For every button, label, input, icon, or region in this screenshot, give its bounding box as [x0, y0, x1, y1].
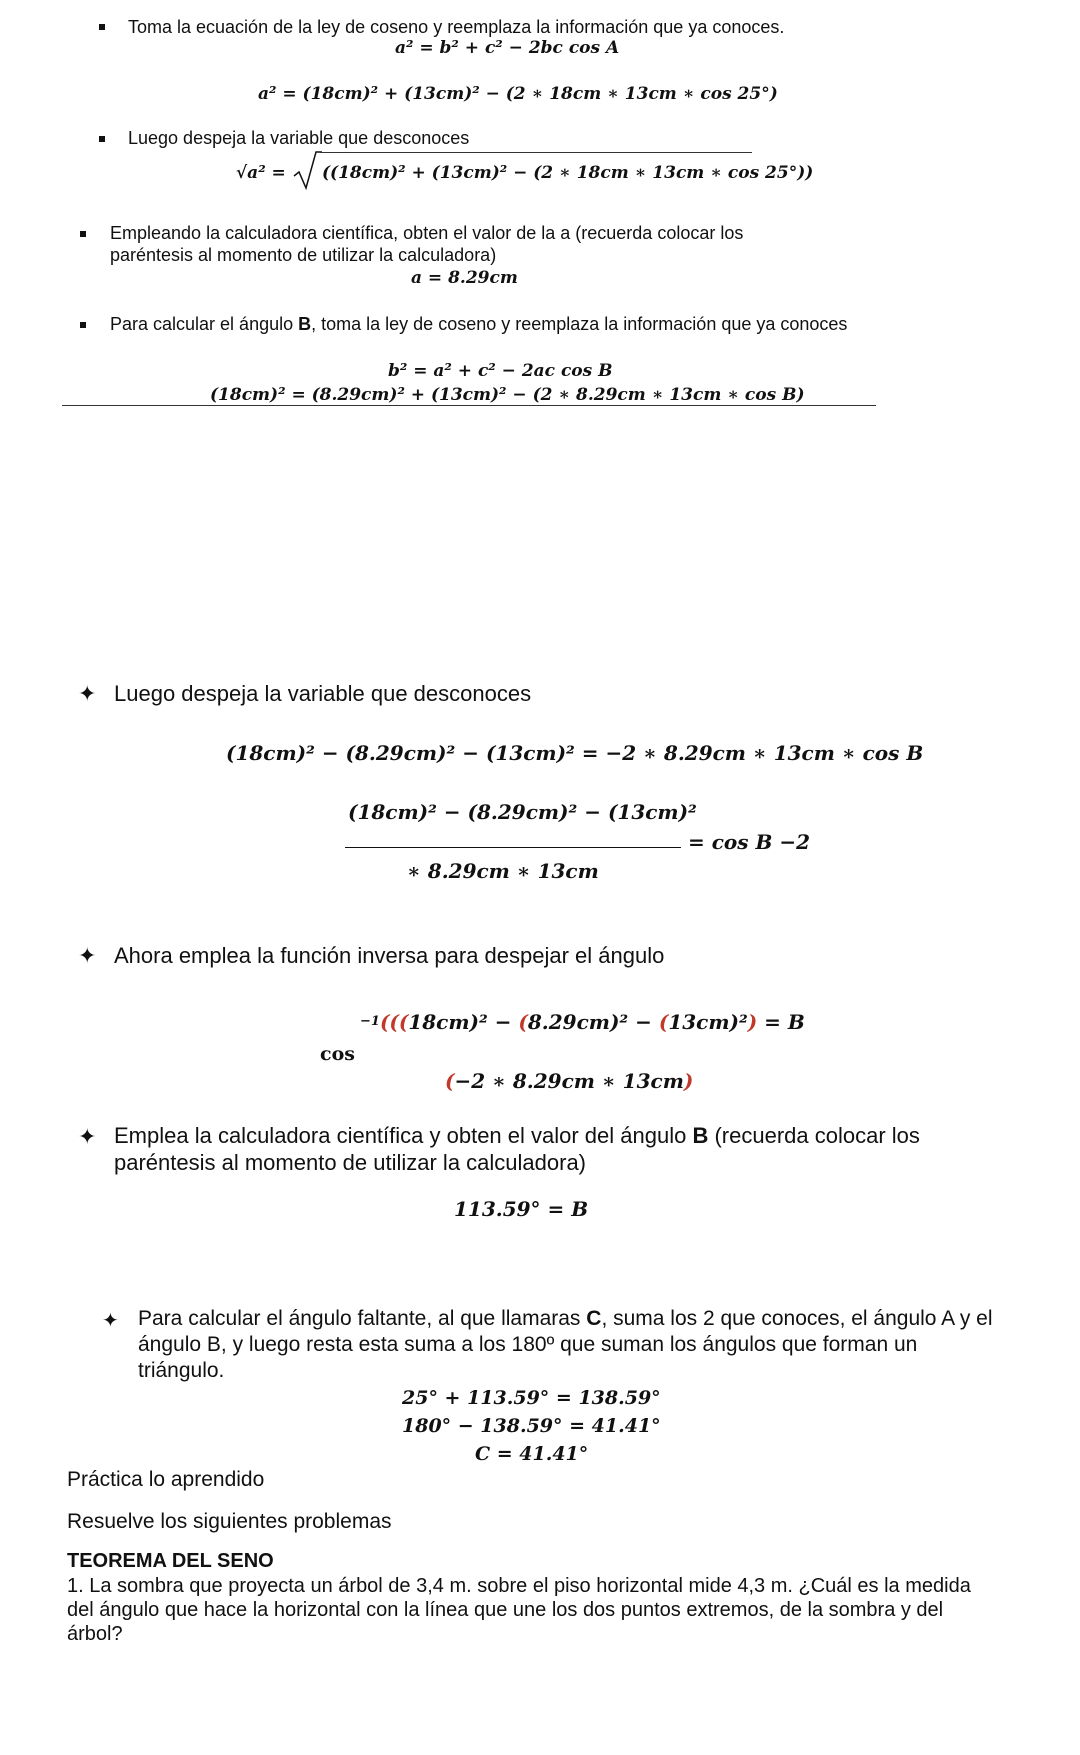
heading: TEOREMA DEL SENO: [67, 1550, 274, 1572]
text-segment: (recuerda colocar los paréntesis al momento de utilizar la calculadora): [114, 1123, 920, 1175]
equation: 113.59° = B: [454, 1197, 589, 1221]
paren-red: ): [683, 1069, 694, 1093]
equation: C = 41.41°: [475, 1443, 589, 1465]
instruction-text: [110, 313, 850, 335]
equation: b² = a² + c² − 2ac cos B: [388, 361, 613, 381]
text-segment: , suma los 2 que conoces, el ángulo A y el ángulo B, y luego resta esta suma a los 180º que suman los ángulos que forman un triángulo.: [138, 1307, 993, 1382]
equation: 180° − 138.59° = 41.41°: [402, 1415, 661, 1437]
equation: a = 8.29cm: [411, 268, 518, 288]
cos-label: cos: [320, 1043, 355, 1065]
text-segment: Para calcular el ángulo: [110, 314, 299, 334]
angle-label: B: [298, 314, 312, 334]
bullet-square: [80, 231, 86, 237]
term: 13cm)²: [668, 1010, 748, 1034]
equation: (18cm)² − (8.29cm)² − (13cm)² = −2 ∗ 8.29cm ∗ 13cm ∗ cos B: [226, 741, 924, 765]
angle-label: B: [692, 1123, 709, 1148]
bullet-square: [99, 136, 105, 142]
fraction-denominator: ∗ 8.29cm ∗ 13cm: [407, 859, 599, 883]
instruction-text: Empleando la calculadora científica, obten el valor de la a (recuerda colocar los paréntesis al momento de utilizar la calculadora): [110, 223, 744, 265]
fraction-numerator: (18cm)² − (8.29cm)² − (13cm)²: [348, 800, 697, 824]
bullet-star-icon: ✦: [78, 943, 97, 968]
instruction-text: [114, 1122, 974, 1176]
radical-overline: [320, 152, 752, 153]
bullet-square: [80, 322, 86, 328]
term: 8.29cm)² −: [527, 1010, 659, 1034]
instruction-text: Luego despeja la variable que desconoces: [114, 681, 532, 706]
term: 18cm)² −: [408, 1010, 519, 1034]
term: −2 ∗ 8.29cm ∗ 13cm: [454, 1069, 684, 1093]
angle-label: C: [586, 1307, 602, 1330]
paren-red: (: [658, 1010, 669, 1034]
bullet-square: [99, 24, 105, 30]
superscript: −1: [360, 1014, 380, 1029]
paren-red: ): [747, 1010, 758, 1034]
text-segment: Para calcular el ángulo faltante, al que llamaras: [138, 1307, 587, 1330]
instruction-text: Toma la ecuación de la ley de coseno y reemplaza la información que ya conoces.: [128, 17, 785, 37]
term: = B: [757, 1010, 805, 1034]
inverse-cos-denominator: [445, 1069, 693, 1093]
bullet-star-icon: ✦: [78, 681, 97, 706]
paren-red: (: [445, 1069, 455, 1093]
paren-red: (: [518, 1010, 528, 1034]
equation: a² = b² + c² − 2bc cos A: [395, 38, 620, 58]
bullet-star-icon: ✦: [78, 1124, 97, 1149]
problem-text: 1. La sombra que proyecta un árbol de 3,4 m. sobre el piso horizontal mide 4,3 m. ¿Cuál es la medida del ángulo que hace la horizontal con la línea que une los dos puntos extremos, de la sombra y del árbol?: [67, 1575, 971, 1645]
equation: 25° + 113.59° = 138.59°: [402, 1387, 661, 1409]
text-segment: , toma la ley de coseno y reemplaza la información que ya conoces: [311, 314, 848, 334]
text-segment: Emplea la calculadora científica y obten el valor del ángulo: [114, 1123, 693, 1148]
equation: (18cm)² = (8.29cm)² + (13cm)² − (2 ∗ 8.29cm ∗ 13cm ∗ cos B): [210, 385, 805, 405]
instruction-text: [138, 1306, 1000, 1384]
section-label: Resuelve los siguientes problemas: [67, 1510, 392, 1533]
bullet-star-icon: ✦: [102, 1310, 119, 1332]
section-divider: [62, 405, 876, 406]
fraction-bar: [345, 847, 681, 848]
radical-sign: [292, 150, 322, 190]
inverse-cos-equation: [360, 1010, 805, 1034]
instruction-text: Ahora emplea la función inversa para despejar el ángulo: [114, 943, 665, 968]
instruction-text: Luego despeja la variable que desconoces: [128, 128, 470, 148]
equation: a² = (18cm)² + (13cm)² − (2 ∗ 18cm ∗ 13cm ∗ cos 25°): [258, 84, 778, 104]
equation-rhs: = cos B −2: [688, 830, 811, 854]
paren-red: (((: [379, 1010, 409, 1034]
section-label: Práctica lo aprendido: [67, 1468, 265, 1491]
equation-lhs: √a² =: [236, 163, 286, 183]
equation-radicand: ((18cm)² + (13cm)² − (2 ∗ 18cm ∗ 13cm ∗ cos 25°)): [322, 163, 814, 183]
